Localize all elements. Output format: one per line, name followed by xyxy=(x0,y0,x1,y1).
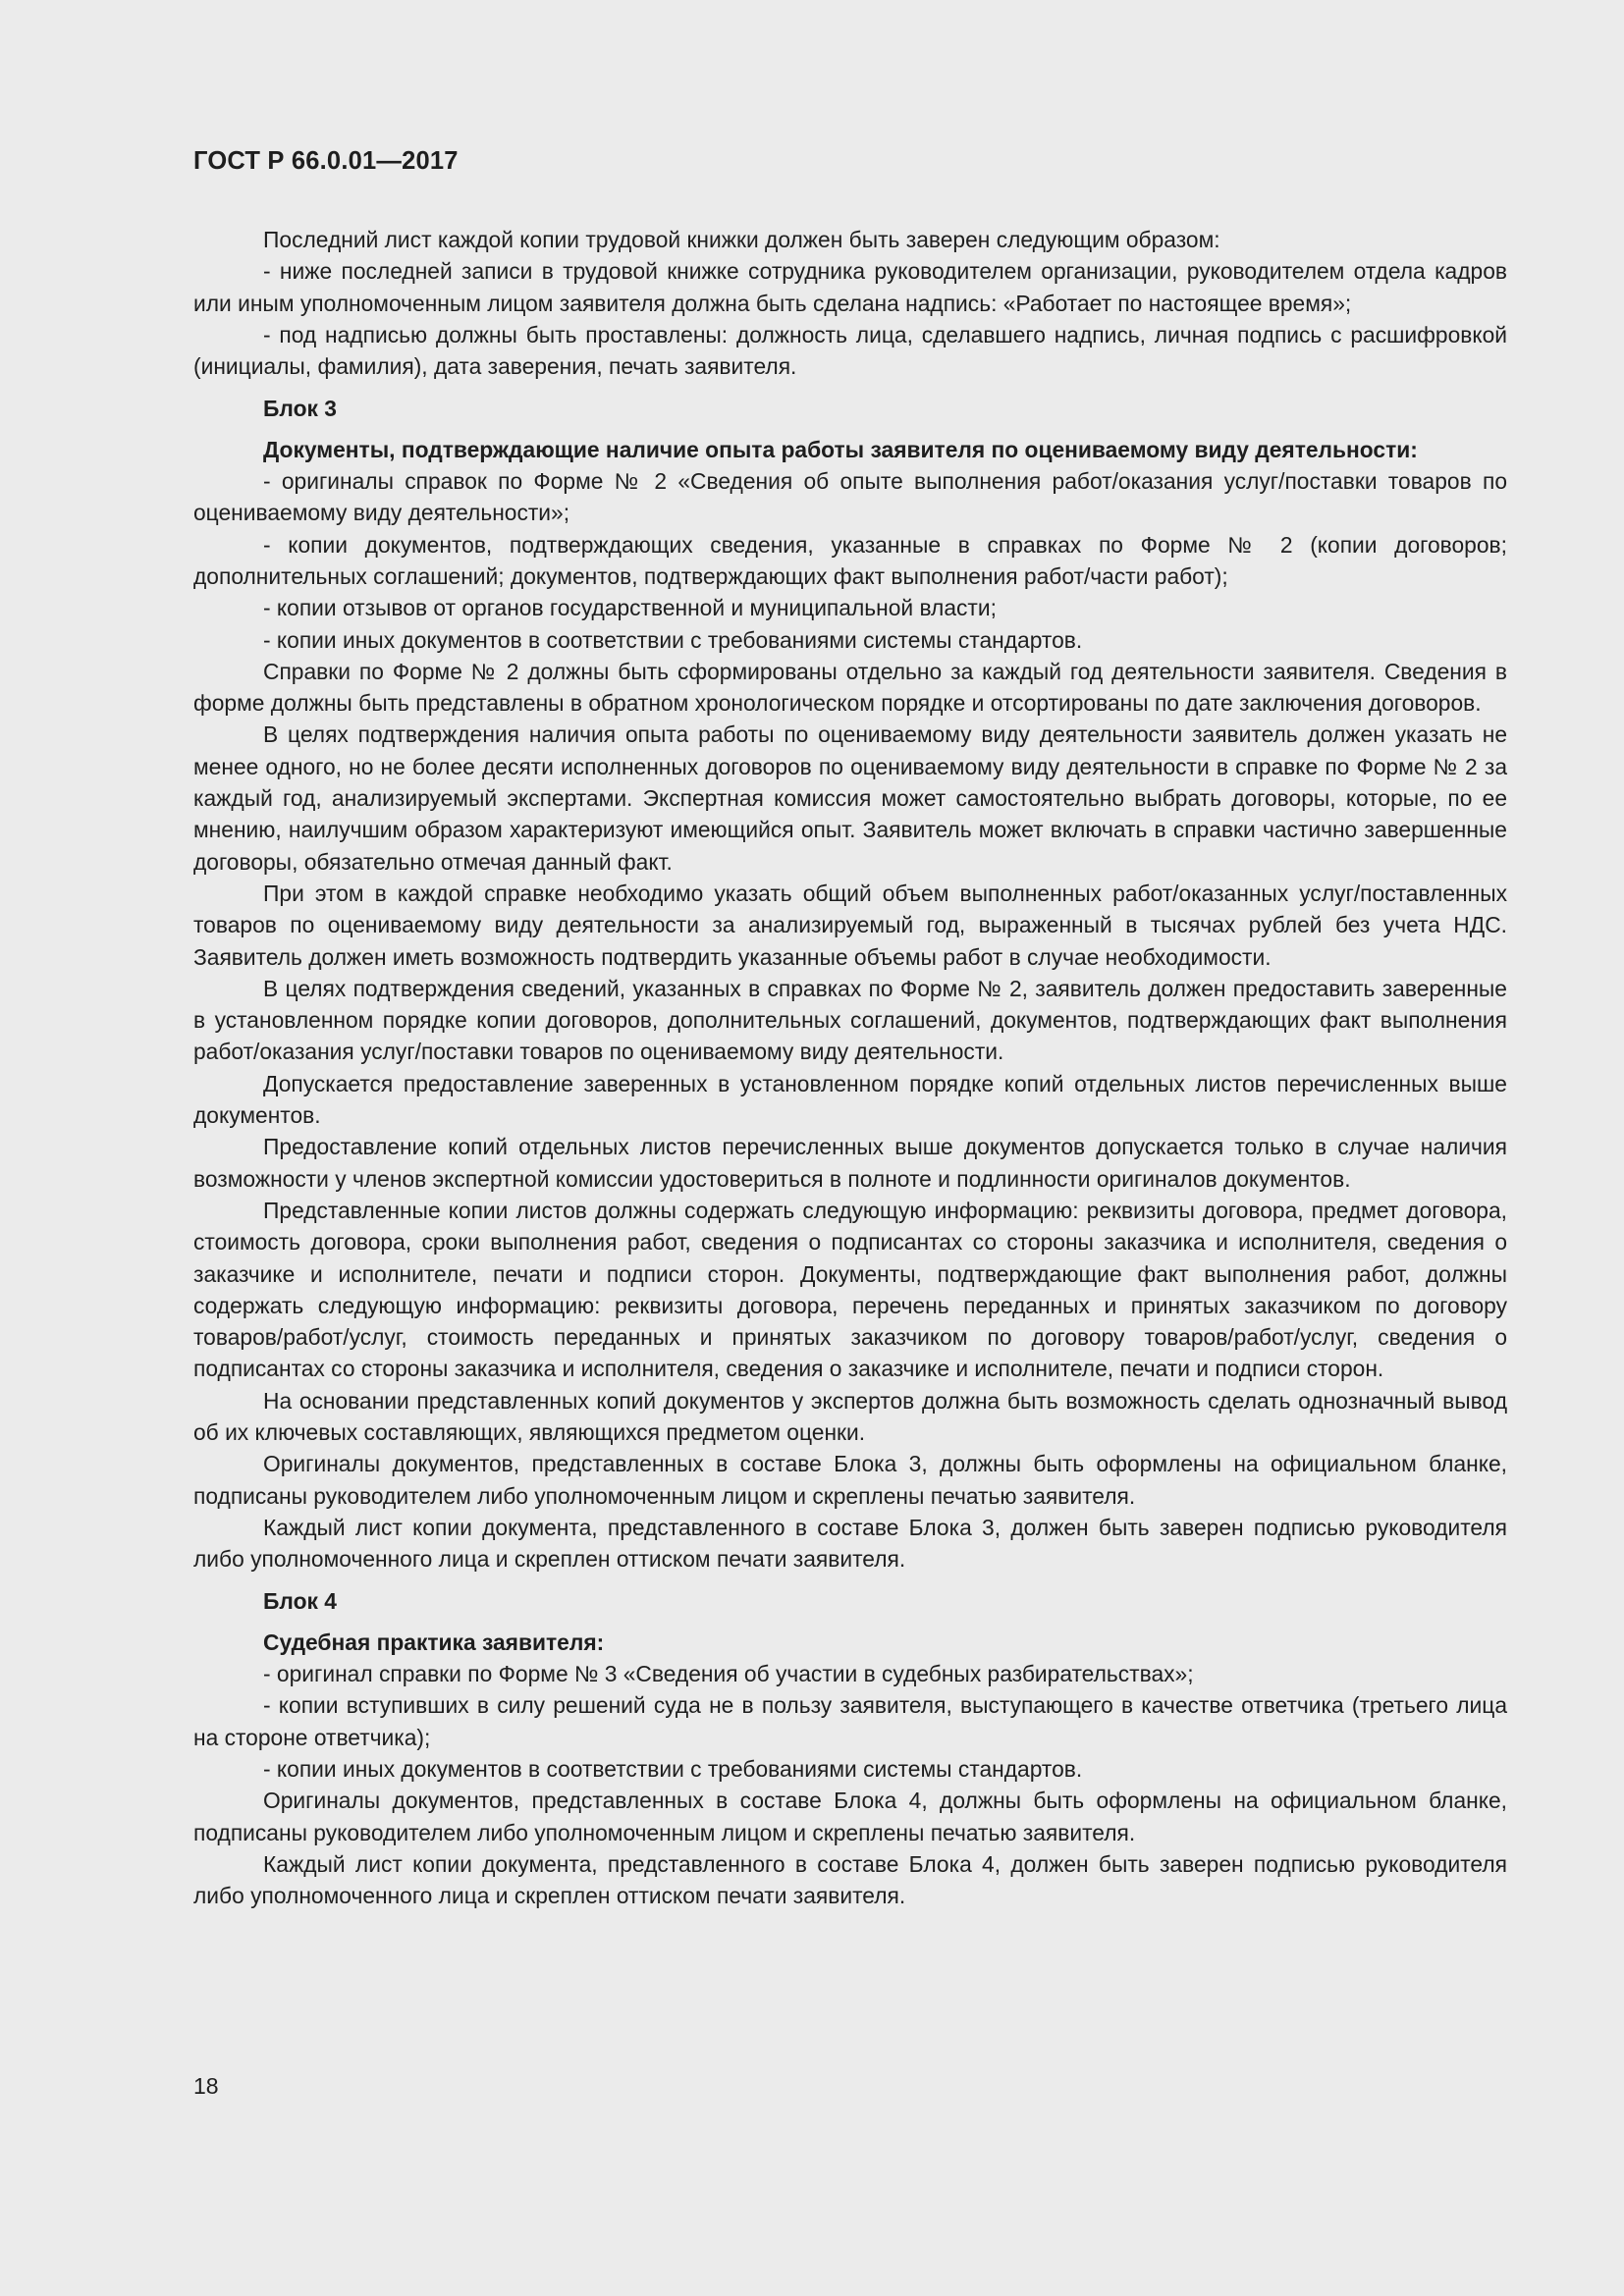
paragraph: В целях подтверждения сведений, указанных в справках по Форме № 2, заявитель должен предоставить заверенные в установленном порядке копии договоров, дополнительных соглашений, документов, подтверждающих факт выполнения работ/оказания услуг/поставки товаров по оцениваемому виду деятельности. xyxy=(193,975,1507,1065)
paragraph: Представленные копии листов должны содержать следующую информацию: реквизиты договора, предмет договора, стоимость договора, сроки выполнения работ, сведения о подписантах со стороны заказчика и исполнителя, сведения о заказчике и исполнителе, печати и подписи сторон. Документы, подтверждающие факт выполнения работ, должны содержать следующую информацию: реквизиты договора, перечень переданных и принятых заказчиком по договору товаров/работ/услуг, стоимость переданных и принятых заказчиком по договору товаров/работ/услуг, сведения о подписантах со стороны заказчика и исполнителя, сведения о заказчике и исполнителе, печати и подписи сторон. xyxy=(193,1197,1507,1382)
page-number: 18 xyxy=(193,2073,219,2099)
standard-header: ГОСТ Р 66.0.01—2017 xyxy=(193,147,459,175)
paragraph: Последний лист каждой копии трудовой книжки должен быть заверен следующим образом: xyxy=(263,227,1220,252)
paragraph: - ниже последней записи в трудовой книжке сотрудника руководителем организации, руководителем отдела кадров или иным уполномоченным лицом заявителя должна быть сделана надпись: «Работает по настоящее время»; xyxy=(193,258,1507,316)
paragraph: В целях подтверждения наличия опыта работы по оцениваемому виду деятельности заявитель должен указать не менее одного, но не более десяти исполненных договоров по оцениваемому виду деятельности в справке по Форме № 2 за каждый год, анализируемый экспертами. Экспертная комиссия может самостоятельно выбрать договоры, которые, по ее мнению, наилучшим образом характеризуют имеющийся опыт. Заявитель может включать в справки частично завершенные договоры, обязательно отмечая данный факт. xyxy=(193,721,1507,875)
paragraph: Справки по Форме № 2 должны быть сформированы отдельно за каждый год деятельности заявителя. Сведения в форме должны быть представлены в обратном хронологическом порядке и отсортированы по дате заключения договоров. xyxy=(193,658,1507,717)
section-heading: Судебная практика заявителя: xyxy=(263,1629,605,1655)
paragraph: Предоставление копий отдельных листов перечисленных выше документов допускается только в случае наличия возможности у членов экспертной комиссии удостовериться в полноте и подлинности оригиналов документов. xyxy=(193,1134,1507,1192)
paragraph: - копии вступивших в силу решений суда не в пользу заявителя, выступающего в качестве ответчика (третьего лица на стороне ответчика); xyxy=(193,1692,1507,1750)
paragraph: Оригиналы документов, представленных в составе Блока 4, должны быть оформлены на официальном бланке, подписаны руководителем либо уполномоченным лицом и скреплены печатью заявителя. xyxy=(193,1788,1507,1845)
section-heading: Документы, подтверждающие наличие опыта работы заявителя по оцениваемому виду деятельности: xyxy=(263,436,1418,462)
paragraph: - копии иных документов в соответствии с требованиями системы стандартов. xyxy=(263,1755,1083,1782)
paragraph: Оригиналы документов, представленных в составе Блока 3, должны быть оформлены на официальном бланке, подписаны руководителем либо уполномоченным лицом и скреплены печатью заявителя. xyxy=(193,1451,1507,1509)
document-body xyxy=(193,224,1507,1911)
paragraph: - копии иных документов в соответствии с требованиями системы стандартов. xyxy=(263,626,1083,653)
paragraph: - копии отзывов от органов государственной и муниципальной власти; xyxy=(263,595,997,621)
block-title: Блок 3 xyxy=(263,396,337,422)
block-title: Блок 4 xyxy=(263,1588,337,1615)
paragraph: Каждый лист копии документа, представленного в составе Блока 3, должен быть заверен подписью руководителя либо уполномоченного лица и скреплен оттиском печати заявителя. xyxy=(193,1514,1507,1573)
paragraph: Каждый лист копии документа, представленного в составе Блока 4, должен быть заверен подписью руководителя либо уполномоченного лица и скреплен оттиском печати заявителя. xyxy=(193,1850,1507,1909)
paragraph: - оригинал справки по Форме № 3 «Сведения об участии в судебных разбирательствах»; xyxy=(263,1661,1194,1687)
paragraph: Допускается предоставление заверенных в установленном порядке копий отдельных листов перечисленных выше документов. xyxy=(193,1070,1507,1129)
paragraph: - копии документов, подтверждающих сведения, указанные в справках по Форме № 2 (копии договоров; дополнительных соглашений; документов, подтверждающих факт выполнения работ/части работ); xyxy=(193,531,1507,589)
paragraph: При этом в каждой справке необходимо указать общий объем выполненных работ/оказанных услуг/поставленных товаров по оцениваемому виду деятельности за анализируемый год, выраженный в тысячах рублей без учета НДС. Заявитель должен иметь возможность подтвердить указанные объемы работ в случае необходимости. xyxy=(193,880,1507,970)
paragraph: На основании представленных копий документов у экспертов должна быть возможность сделать однозначный вывод об их ключевых составляющих, являющихся предметом оценки. xyxy=(193,1387,1507,1445)
paragraph: - оригиналы справок по Форме № 2 «Сведения об опыте выполнения работ/оказания услуг/поставки товаров по оцениваемому виду деятельности»; xyxy=(193,468,1507,526)
paragraph: - под надписью должны быть проставлены: должность лица, сделавшего надпись, личная подпись с расшифровкой (инициалы, фамилия), дата заверения, печать заявителя. xyxy=(193,321,1507,380)
